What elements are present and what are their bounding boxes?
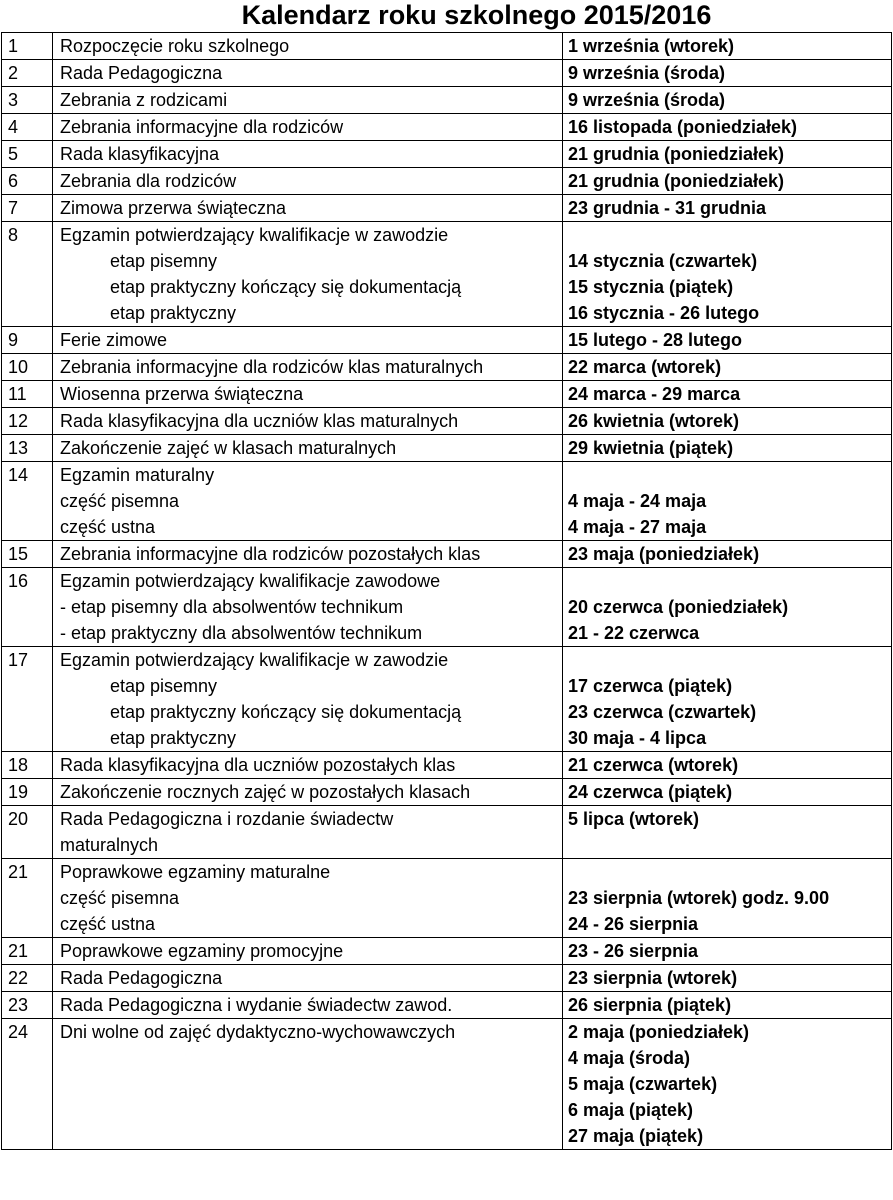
- date-line: 4 maja (środa): [568, 1048, 691, 1068]
- event-line: Rada Pedagogiczna: [60, 63, 223, 83]
- date-spacer: [568, 568, 891, 594]
- event-line: część pisemna: [60, 491, 180, 511]
- date-line: 23 sierpnia (wtorek): [568, 968, 738, 988]
- event-line: Ferie zimowe: [60, 330, 168, 350]
- date-cell: [563, 408, 892, 435]
- event-cell: [53, 354, 563, 381]
- event-cell: [53, 222, 563, 327]
- event-line: Dni wolne od zajęć dydaktyczno-wychowawczych: [60, 1022, 456, 1042]
- date-line: 23 maja (poniedziałek): [568, 544, 760, 564]
- row-number: 3: [2, 87, 53, 114]
- event-line: część ustna: [60, 517, 156, 537]
- row-number: 13: [2, 435, 53, 462]
- event-line: Egzamin potwierdzający kwalifikacje zawodowe: [60, 571, 441, 591]
- event-line: Rada klasyfikacyjna: [60, 144, 220, 164]
- page-title: [0, 0, 893, 32]
- table-row: [2, 647, 892, 752]
- date-cell: [563, 806, 892, 859]
- table-row: [2, 541, 892, 568]
- date-line: 29 kwietnia (piątek): [568, 438, 734, 458]
- date-cell: [563, 381, 892, 408]
- event-line: maturalnych: [60, 835, 159, 855]
- date-cell: [563, 779, 892, 806]
- event-line: Rada klasyfikacyjna dla uczniów klas maturalnych: [60, 411, 459, 431]
- event-line: Zebrania informacyjne dla rodziców klas maturalnych: [60, 357, 484, 377]
- row-number: 19: [2, 779, 53, 806]
- event-line: Rozpoczęcie roku szkolnego: [60, 36, 290, 56]
- row-number: 23: [2, 992, 53, 1019]
- row-number: 1: [2, 33, 53, 60]
- event-line: Wiosenna przerwa świąteczna: [60, 384, 304, 404]
- event-line: Zimowa przerwa świąteczna: [60, 198, 287, 218]
- table-row: [2, 33, 892, 60]
- date-line: 22 marca (wtorek): [568, 357, 722, 377]
- event-line: Zebrania z rodzicami: [60, 90, 228, 110]
- event-line: Rada Pedagogiczna: [60, 968, 223, 988]
- date-cell: [563, 541, 892, 568]
- date-line: 26 kwietnia (wtorek): [568, 411, 740, 431]
- table-row: [2, 114, 892, 141]
- event-cell: [53, 435, 563, 462]
- row-number: 17: [2, 647, 53, 752]
- date-cell: [563, 141, 892, 168]
- date-cell: [563, 222, 892, 327]
- event-cell: [53, 408, 563, 435]
- date-cell: [563, 87, 892, 114]
- date-line: 14 stycznia (czwartek): [568, 251, 758, 271]
- table-row: [2, 222, 892, 327]
- date-line: 21 - 22 czerwca: [568, 623, 700, 643]
- date-line: 15 stycznia (piątek): [568, 277, 734, 297]
- event-cell: [53, 87, 563, 114]
- event-line: - etap praktyczny dla absolwentów technikum: [60, 623, 423, 643]
- row-number: 24: [2, 1019, 53, 1150]
- date-cell: [563, 752, 892, 779]
- row-number: 10: [2, 354, 53, 381]
- page-title-text: Kalendarz roku szkolnego 2015/2016: [241, 0, 712, 30]
- date-spacer: [568, 462, 891, 488]
- row-number: 21: [2, 938, 53, 965]
- date-line: 4 maja - 27 maja: [568, 517, 707, 537]
- table-row: [2, 779, 892, 806]
- date-line: 20 czerwca (poniedziałek): [568, 597, 789, 617]
- row-number: 5: [2, 141, 53, 168]
- date-line: 16 listopada (poniedziałek): [568, 117, 798, 137]
- event-line: część pisemna: [60, 888, 180, 908]
- row-number: 21: [2, 859, 53, 938]
- event-line: Poprawkowe egzaminy promocyjne: [60, 941, 344, 961]
- event-line: Rada Pedagogiczna i wydanie świadectw zawod.: [60, 995, 453, 1015]
- date-cell: [563, 354, 892, 381]
- date-line: 26 sierpnia (piątek): [568, 995, 732, 1015]
- table-row: [2, 381, 892, 408]
- event-cell: [53, 752, 563, 779]
- date-line: 5 maja (czwartek): [568, 1074, 718, 1094]
- date-line: 23 sierpnia (wtorek) godz. 9.00: [568, 888, 830, 908]
- row-number: 12: [2, 408, 53, 435]
- table-row: [2, 168, 892, 195]
- row-number: 7: [2, 195, 53, 222]
- date-line: 24 czerwca (piątek): [568, 782, 733, 802]
- event-line: Rada klasyfikacyjna dla uczniów pozostałych klas: [60, 755, 456, 775]
- date-line: 24 - 26 sierpnia: [568, 914, 699, 934]
- row-number: 15: [2, 541, 53, 568]
- event-cell: [53, 779, 563, 806]
- event-cell: [53, 859, 563, 938]
- event-line: Zebrania dla rodziców: [60, 171, 237, 191]
- event-cell: [53, 806, 563, 859]
- table-row: [2, 141, 892, 168]
- date-line: 15 lutego - 28 lutego: [568, 330, 743, 350]
- date-cell: [563, 859, 892, 938]
- table-row: [2, 938, 892, 965]
- event-line: Zakończenie zajęć w klasach maturalnych: [60, 438, 397, 458]
- table-row: [2, 992, 892, 1019]
- event-cell: [53, 568, 563, 647]
- row-number: 18: [2, 752, 53, 779]
- event-cell: [53, 965, 563, 992]
- event-cell: [53, 541, 563, 568]
- table-row: [2, 327, 892, 354]
- table-row: [2, 965, 892, 992]
- date-cell: [563, 647, 892, 752]
- date-line: 21 grudnia (poniedziałek): [568, 171, 785, 191]
- event-line: Zebrania informacyjne dla rodziców: [60, 117, 344, 137]
- date-line: 6 maja (piątek): [568, 1100, 694, 1120]
- event-cell: [53, 938, 563, 965]
- calendar-table-body: [2, 33, 892, 1150]
- event-line: etap pisemny: [110, 251, 218, 271]
- event-cell: [53, 114, 563, 141]
- table-row: [2, 859, 892, 938]
- date-line: 27 maja (piątek): [568, 1126, 704, 1146]
- date-line: 21 grudnia (poniedziałek): [568, 144, 785, 164]
- event-line: etap praktyczny: [110, 303, 237, 323]
- date-cell: [563, 60, 892, 87]
- event-cell: [53, 1019, 563, 1150]
- row-number: 9: [2, 327, 53, 354]
- event-line: część ustna: [60, 914, 156, 934]
- event-cell: [53, 33, 563, 60]
- date-cell: [563, 33, 892, 60]
- event-line: Egzamin maturalny: [60, 465, 215, 485]
- date-cell: [563, 992, 892, 1019]
- event-line: Egzamin potwierdzający kwalifikacje w zawodzie: [60, 650, 449, 670]
- row-number: 2: [2, 60, 53, 87]
- date-cell: [563, 168, 892, 195]
- date-spacer: [568, 222, 891, 248]
- event-line: - etap pisemny dla absolwentów technikum: [60, 597, 404, 617]
- table-row: [2, 568, 892, 647]
- date-line: 23 czerwca (czwartek): [568, 702, 757, 722]
- date-spacer: [568, 859, 891, 885]
- table-row: [2, 60, 892, 87]
- event-cell: [53, 327, 563, 354]
- date-line: 4 maja - 24 maja: [568, 491, 707, 511]
- date-line: 5 lipca (wtorek): [568, 809, 700, 829]
- calendar-table: [1, 32, 892, 1150]
- table-row: [2, 1019, 892, 1150]
- event-line: etap praktyczny kończący się dokumentacją: [110, 702, 462, 722]
- date-line: 9 września (środa): [568, 90, 726, 110]
- table-row: [2, 462, 892, 541]
- date-line: 2 maja (poniedziałek): [568, 1022, 750, 1042]
- date-cell: [563, 568, 892, 647]
- event-cell: [53, 462, 563, 541]
- row-number: 14: [2, 462, 53, 541]
- event-line: etap praktyczny: [110, 728, 237, 748]
- table-row: [2, 408, 892, 435]
- event-line: etap pisemny: [110, 676, 218, 696]
- date-line: 24 marca - 29 marca: [568, 384, 741, 404]
- date-line: 9 września (środa): [568, 63, 726, 83]
- event-line: Poprawkowe egzaminy maturalne: [60, 862, 331, 882]
- row-number: 20: [2, 806, 53, 859]
- row-number: 6: [2, 168, 53, 195]
- table-row: [2, 354, 892, 381]
- date-cell: [563, 195, 892, 222]
- event-cell: [53, 141, 563, 168]
- table-row: [2, 752, 892, 779]
- date-line: 16 stycznia - 26 lutego: [568, 303, 760, 323]
- date-cell: [563, 435, 892, 462]
- date-cell: [563, 1019, 892, 1150]
- event-line: Zebrania informacyjne dla rodziców pozostałych klas: [60, 544, 481, 564]
- date-line: 17 czerwca (piątek): [568, 676, 733, 696]
- event-line: Egzamin potwierdzający kwalifikacje w zawodzie: [60, 225, 449, 245]
- event-cell: [53, 647, 563, 752]
- row-number: 22: [2, 965, 53, 992]
- event-cell: [53, 381, 563, 408]
- date-cell: [563, 462, 892, 541]
- table-row: [2, 806, 892, 859]
- event-cell: [53, 60, 563, 87]
- date-line: 21 czerwca (wtorek): [568, 755, 739, 775]
- date-line: 23 grudnia - 31 grudnia: [568, 198, 767, 218]
- event-line: Zakończenie rocznych zajęć w pozostałych klasach: [60, 782, 471, 802]
- date-cell: [563, 938, 892, 965]
- event-cell: [53, 168, 563, 195]
- row-number: 11: [2, 381, 53, 408]
- event-line: etap praktyczny kończący się dokumentacją: [110, 277, 462, 297]
- date-line: 30 maja - 4 lipca: [568, 728, 707, 748]
- event-cell: [53, 992, 563, 1019]
- table-row: [2, 195, 892, 222]
- row-number: 8: [2, 222, 53, 327]
- date-line: 23 - 26 sierpnia: [568, 941, 699, 961]
- date-cell: [563, 965, 892, 992]
- event-cell: [53, 195, 563, 222]
- date-line: 1 września (wtorek): [568, 36, 735, 56]
- date-cell: [563, 327, 892, 354]
- table-row: [2, 87, 892, 114]
- date-spacer: [568, 647, 891, 673]
- date-cell: [563, 114, 892, 141]
- row-number: 4: [2, 114, 53, 141]
- table-row: [2, 435, 892, 462]
- event-line: Rada Pedagogiczna i rozdanie świadectw: [60, 809, 394, 829]
- row-number: 16: [2, 568, 53, 647]
